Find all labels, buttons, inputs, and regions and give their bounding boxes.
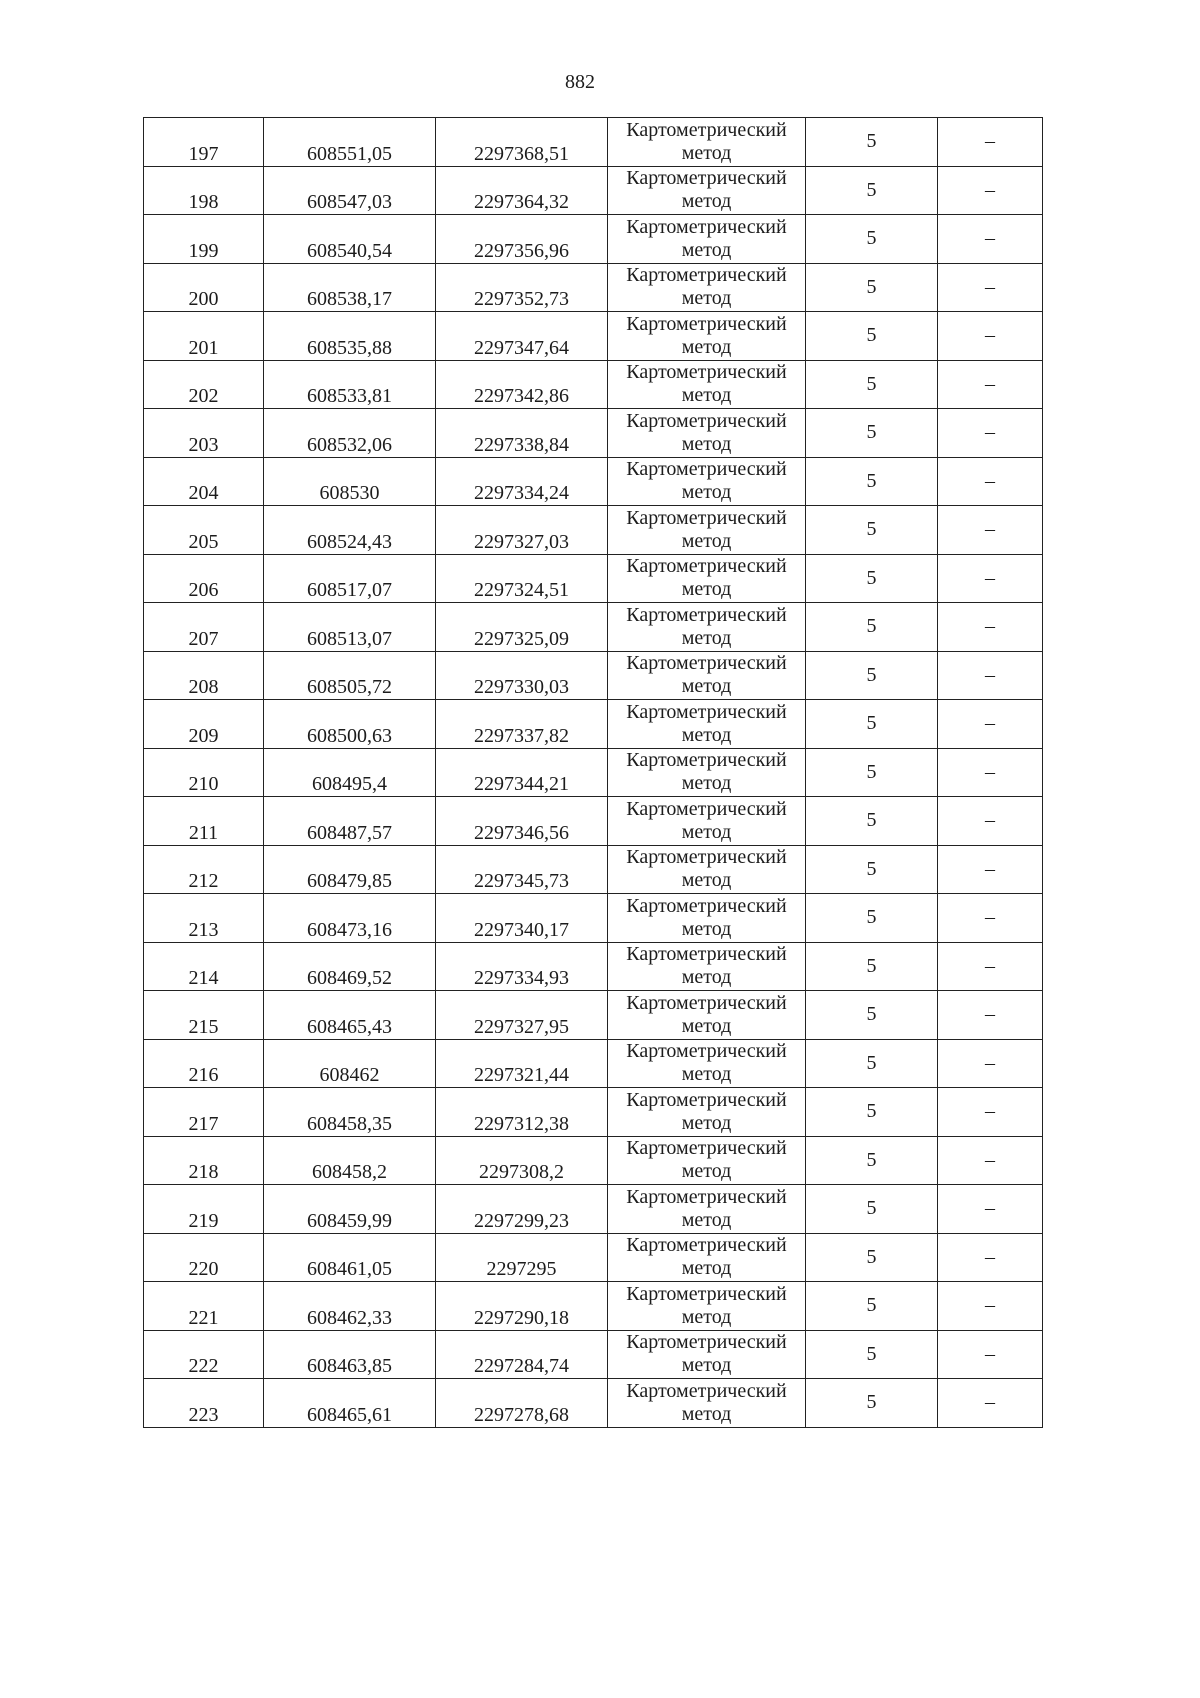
note-cell: – — [938, 166, 1043, 215]
method-cell: Картометрический метод — [608, 845, 806, 894]
y-coordinate-cell: 2297330,03 — [436, 651, 608, 700]
point-number-cell: 201 — [144, 312, 264, 361]
point-number-cell: 207 — [144, 603, 264, 652]
method-cell: Картометрический метод — [608, 748, 806, 797]
point-number-cell: 223 — [144, 1379, 264, 1428]
y-coordinate-cell: 2297337,82 — [436, 700, 608, 749]
point-number-cell: 204 — [144, 457, 264, 506]
y-coordinate-cell: 2297340,17 — [436, 894, 608, 943]
note-cell: – — [938, 506, 1043, 555]
table-row — [144, 1379, 1043, 1428]
page-number: 882 — [565, 71, 595, 93]
accuracy-cell: 5 — [806, 797, 938, 846]
table-row — [144, 360, 1043, 409]
accuracy-cell: 5 — [806, 1136, 938, 1185]
table-row — [144, 215, 1043, 264]
accuracy-cell: 5 — [806, 118, 938, 167]
y-coordinate-cell: 2297364,32 — [436, 166, 608, 215]
point-number-cell: 212 — [144, 845, 264, 894]
accuracy-cell: 5 — [806, 554, 938, 603]
note-cell: – — [938, 1330, 1043, 1379]
note-cell: – — [938, 797, 1043, 846]
y-coordinate-cell: 2297278,68 — [436, 1379, 608, 1428]
method-cell: Картометрический метод — [608, 457, 806, 506]
x-coordinate-cell: 608473,16 — [264, 894, 436, 943]
y-coordinate-cell: 2297368,51 — [436, 118, 608, 167]
note-cell: – — [938, 312, 1043, 361]
note-cell: – — [938, 118, 1043, 167]
point-number-cell: 199 — [144, 215, 264, 264]
method-cell: Картометрический метод — [608, 360, 806, 409]
point-number-cell: 209 — [144, 700, 264, 749]
note-cell: – — [938, 991, 1043, 1040]
method-cell: Картометрический метод — [608, 1330, 806, 1379]
point-number-cell: 215 — [144, 991, 264, 1040]
point-number-cell: 213 — [144, 894, 264, 943]
table-row — [144, 118, 1043, 167]
x-coordinate-cell: 608459,99 — [264, 1185, 436, 1234]
x-coordinate-cell: 608517,07 — [264, 554, 436, 603]
point-number-cell: 208 — [144, 651, 264, 700]
method-cell: Картометрический метод — [608, 991, 806, 1040]
point-number-cell: 211 — [144, 797, 264, 846]
accuracy-cell: 5 — [806, 360, 938, 409]
method-cell: Картометрический метод — [608, 118, 806, 167]
note-cell: – — [938, 360, 1043, 409]
x-coordinate-cell: 608530 — [264, 457, 436, 506]
table-row — [144, 797, 1043, 846]
accuracy-cell: 5 — [806, 1379, 938, 1428]
method-cell: Картометрический метод — [608, 1136, 806, 1185]
method-cell: Картометрический метод — [608, 1185, 806, 1234]
method-cell: Картометрический метод — [608, 1282, 806, 1331]
point-number-cell: 216 — [144, 1039, 264, 1088]
method-cell: Картометрический метод — [608, 312, 806, 361]
y-coordinate-cell: 2297342,86 — [436, 360, 608, 409]
x-coordinate-cell: 608479,85 — [264, 845, 436, 894]
accuracy-cell: 5 — [806, 651, 938, 700]
table-row — [144, 409, 1043, 458]
point-number-cell: 219 — [144, 1185, 264, 1234]
x-coordinate-cell: 608463,85 — [264, 1330, 436, 1379]
table-row — [144, 312, 1043, 361]
accuracy-cell: 5 — [806, 991, 938, 1040]
table-row — [144, 166, 1043, 215]
point-number-cell: 221 — [144, 1282, 264, 1331]
table-row — [144, 603, 1043, 652]
note-cell: – — [938, 554, 1043, 603]
x-coordinate-cell: 608465,61 — [264, 1379, 436, 1428]
y-coordinate-cell: 2297312,38 — [436, 1088, 608, 1137]
x-coordinate-cell: 608465,43 — [264, 991, 436, 1040]
note-cell: – — [938, 215, 1043, 264]
accuracy-cell: 5 — [806, 312, 938, 361]
x-coordinate-cell: 608487,57 — [264, 797, 436, 846]
x-coordinate-cell: 608533,81 — [264, 360, 436, 409]
y-coordinate-cell: 2297325,09 — [436, 603, 608, 652]
accuracy-cell: 5 — [806, 457, 938, 506]
note-cell: – — [938, 409, 1043, 458]
point-number-cell: 214 — [144, 942, 264, 991]
point-number-cell: 220 — [144, 1233, 264, 1282]
x-coordinate-cell: 608462,33 — [264, 1282, 436, 1331]
method-cell: Картометрический метод — [608, 263, 806, 312]
coordinates-table — [143, 117, 1043, 1428]
accuracy-cell: 5 — [806, 700, 938, 749]
x-coordinate-cell: 608458,35 — [264, 1088, 436, 1137]
method-cell: Картометрический метод — [608, 1233, 806, 1282]
accuracy-cell: 5 — [806, 942, 938, 991]
table-row — [144, 1282, 1043, 1331]
table-row — [144, 1233, 1043, 1282]
point-number-cell: 218 — [144, 1136, 264, 1185]
y-coordinate-cell: 2297299,23 — [436, 1185, 608, 1234]
note-cell: – — [938, 1136, 1043, 1185]
x-coordinate-cell: 608524,43 — [264, 506, 436, 555]
y-coordinate-cell: 2297347,64 — [436, 312, 608, 361]
point-number-cell: 197 — [144, 118, 264, 167]
y-coordinate-cell: 2297327,03 — [436, 506, 608, 555]
accuracy-cell: 5 — [806, 215, 938, 264]
accuracy-cell: 5 — [806, 263, 938, 312]
note-cell: – — [938, 651, 1043, 700]
table-row — [144, 894, 1043, 943]
table-body — [144, 118, 1043, 1428]
method-cell: Картометрический метод — [608, 651, 806, 700]
y-coordinate-cell: 2297356,96 — [436, 215, 608, 264]
note-cell: – — [938, 1379, 1043, 1428]
accuracy-cell: 5 — [806, 1185, 938, 1234]
x-coordinate-cell: 608513,07 — [264, 603, 436, 652]
x-coordinate-cell: 608500,63 — [264, 700, 436, 749]
y-coordinate-cell: 2297344,21 — [436, 748, 608, 797]
table-row — [144, 457, 1043, 506]
point-number-cell: 202 — [144, 360, 264, 409]
y-coordinate-cell: 2297324,51 — [436, 554, 608, 603]
note-cell: – — [938, 942, 1043, 991]
accuracy-cell: 5 — [806, 845, 938, 894]
y-coordinate-cell: 2297290,18 — [436, 1282, 608, 1331]
accuracy-cell: 5 — [806, 1088, 938, 1137]
method-cell: Картометрический метод — [608, 700, 806, 749]
point-number-cell: 203 — [144, 409, 264, 458]
table-row — [144, 942, 1043, 991]
table-row — [144, 651, 1043, 700]
y-coordinate-cell: 2297321,44 — [436, 1039, 608, 1088]
note-cell: – — [938, 263, 1043, 312]
method-cell: Картометрический метод — [608, 894, 806, 943]
note-cell: – — [938, 894, 1043, 943]
y-coordinate-cell: 2297284,74 — [436, 1330, 608, 1379]
table-row — [144, 263, 1043, 312]
point-number-cell: 206 — [144, 554, 264, 603]
method-cell: Картометрический метод — [608, 409, 806, 458]
table-row — [144, 1039, 1043, 1088]
table-row — [144, 991, 1043, 1040]
note-cell: – — [938, 457, 1043, 506]
y-coordinate-cell: 2297346,56 — [436, 797, 608, 846]
point-number-cell: 198 — [144, 166, 264, 215]
x-coordinate-cell: 608547,03 — [264, 166, 436, 215]
method-cell: Картометрический метод — [608, 215, 806, 264]
x-coordinate-cell: 608505,72 — [264, 651, 436, 700]
method-cell: Картометрический метод — [608, 506, 806, 555]
y-coordinate-cell: 2297295 — [436, 1233, 608, 1282]
table-row — [144, 1185, 1043, 1234]
note-cell: – — [938, 603, 1043, 652]
x-coordinate-cell: 608551,05 — [264, 118, 436, 167]
table-row — [144, 1088, 1043, 1137]
y-coordinate-cell: 2297334,93 — [436, 942, 608, 991]
table-row — [144, 700, 1043, 749]
accuracy-cell: 5 — [806, 166, 938, 215]
x-coordinate-cell: 608532,06 — [264, 409, 436, 458]
table-row — [144, 554, 1043, 603]
accuracy-cell: 5 — [806, 1282, 938, 1331]
note-cell: – — [938, 845, 1043, 894]
x-coordinate-cell: 608461,05 — [264, 1233, 436, 1282]
note-cell: – — [938, 748, 1043, 797]
method-cell: Картометрический метод — [608, 1039, 806, 1088]
x-coordinate-cell: 608538,17 — [264, 263, 436, 312]
table-row — [144, 845, 1043, 894]
method-cell: Картометрический метод — [608, 554, 806, 603]
point-number-cell: 210 — [144, 748, 264, 797]
x-coordinate-cell: 608462 — [264, 1039, 436, 1088]
table-row — [144, 506, 1043, 555]
x-coordinate-cell: 608535,88 — [264, 312, 436, 361]
point-number-cell: 200 — [144, 263, 264, 312]
y-coordinate-cell: 2297334,24 — [436, 457, 608, 506]
accuracy-cell: 5 — [806, 1330, 938, 1379]
table-row — [144, 748, 1043, 797]
accuracy-cell: 5 — [806, 603, 938, 652]
note-cell: – — [938, 1088, 1043, 1137]
accuracy-cell: 5 — [806, 409, 938, 458]
note-cell: – — [938, 1282, 1043, 1331]
accuracy-cell: 5 — [806, 748, 938, 797]
point-number-cell: 222 — [144, 1330, 264, 1379]
point-number-cell: 217 — [144, 1088, 264, 1137]
y-coordinate-cell: 2297345,73 — [436, 845, 608, 894]
point-number-cell: 205 — [144, 506, 264, 555]
y-coordinate-cell: 2297338,84 — [436, 409, 608, 458]
table-row — [144, 1136, 1043, 1185]
note-cell: – — [938, 700, 1043, 749]
x-coordinate-cell: 608495,4 — [264, 748, 436, 797]
x-coordinate-cell: 608458,2 — [264, 1136, 436, 1185]
method-cell: Картометрический метод — [608, 603, 806, 652]
method-cell: Картометрический метод — [608, 942, 806, 991]
y-coordinate-cell: 2297308,2 — [436, 1136, 608, 1185]
method-cell: Картометрический метод — [608, 797, 806, 846]
accuracy-cell: 5 — [806, 1233, 938, 1282]
x-coordinate-cell: 608540,54 — [264, 215, 436, 264]
note-cell: – — [938, 1185, 1043, 1234]
accuracy-cell: 5 — [806, 506, 938, 555]
accuracy-cell: 5 — [806, 894, 938, 943]
x-coordinate-cell: 608469,52 — [264, 942, 436, 991]
method-cell: Картометрический метод — [608, 166, 806, 215]
y-coordinate-cell: 2297327,95 — [436, 991, 608, 1040]
y-coordinate-cell: 2297352,73 — [436, 263, 608, 312]
table-row — [144, 1330, 1043, 1379]
accuracy-cell: 5 — [806, 1039, 938, 1088]
note-cell: – — [938, 1233, 1043, 1282]
method-cell: Картометрический метод — [608, 1379, 806, 1428]
method-cell: Картометрический метод — [608, 1088, 806, 1137]
note-cell: – — [938, 1039, 1043, 1088]
